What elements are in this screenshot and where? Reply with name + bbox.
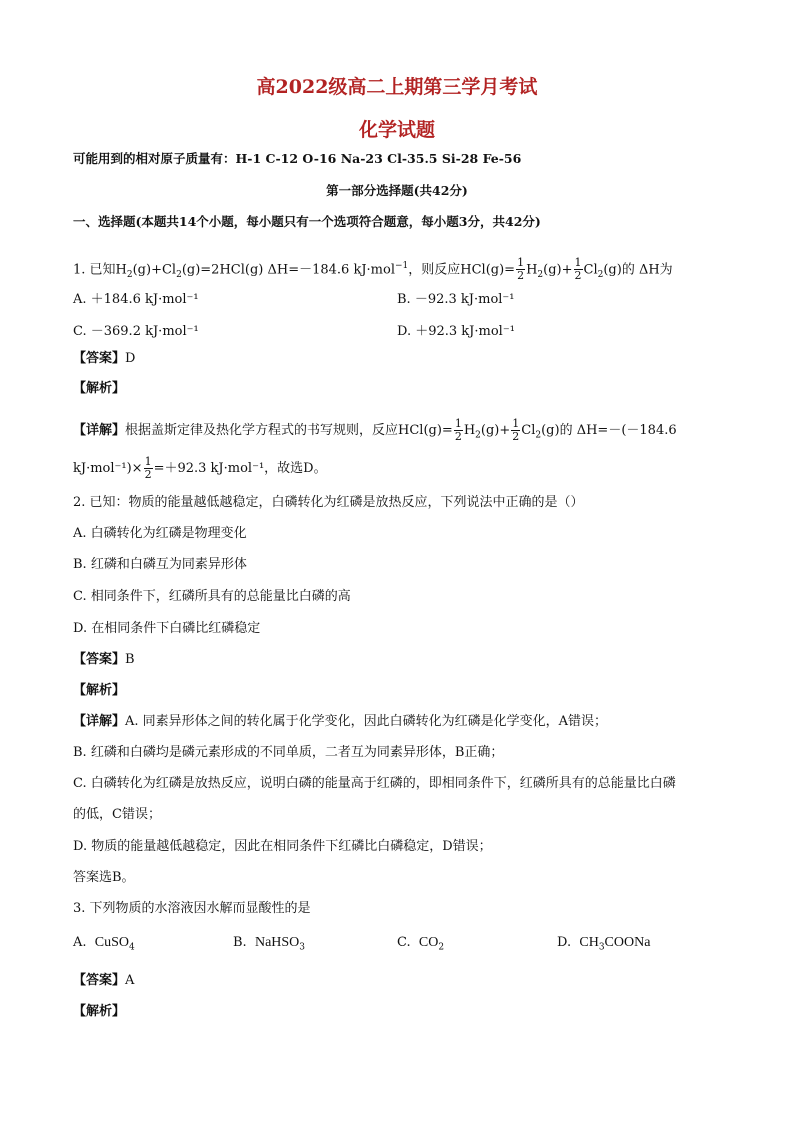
section-title: 一、选择题(本题共14个小题，每小题只有一个选项符合题意，每小题3分，共42分) bbox=[73, 214, 541, 229]
fraction-half: $\frac{1}{2}$ bbox=[454, 417, 462, 443]
exam-title: 高2022级高二上期第三学月考试 bbox=[256, 76, 538, 98]
q2-analysis-label: 【解析】 bbox=[73, 683, 126, 698]
q1-analysis-label: 【解析】 bbox=[73, 381, 126, 396]
q2-detail-line: D. 物质的能量越低越稳定，因此在相同条件下红磷比白磷稳定，D错误； bbox=[73, 839, 492, 854]
q1-detail-line-1: 【详解】根据盖斯定律及热化学方程式的书写规则，反应HCl(g)= $\frac{1}{2}$ $H_2(g)+$ $\frac{1}{2}$ $Cl_2(g)$的 ΔH=－(－184.6 bbox=[73, 417, 677, 443]
atomic-masses: 可能用到的相对原子质量有：H-1 C-12 O-16 Na-23 Cl-35.5 Si-28 Fe-56 bbox=[73, 151, 522, 166]
q3-analysis-label: 【解析】 bbox=[73, 1004, 126, 1019]
q2-stem: 2. 已知：物质的能量越低越稳定，白磷转化为红磷是放热反应，下列说法中正确的是（） bbox=[73, 495, 584, 510]
q3-option-a: A. CuSO$_4$ bbox=[73, 935, 135, 953]
q3-answer: 【答案】A bbox=[73, 973, 135, 988]
q3-stem: 3. 下列物质的水溶液因水解而显酸性的是 bbox=[73, 901, 311, 916]
fraction-half: $\frac{1}{2}$ bbox=[512, 417, 520, 443]
q1-option-d: D. ＋92.3 kJ·mol⁻¹ bbox=[397, 324, 515, 339]
q2-option-c: C. 相同条件下，红磷所具有的总能量比白磷的高 bbox=[73, 589, 351, 604]
q2-detail-line: C. 白磷转化为红磷是放热反应，说明白磷的能量高于红磷的，即相同条件下，红磷所具有的总能量比白磷 bbox=[73, 776, 676, 791]
q3-option-c: C. $CO_2$ bbox=[397, 935, 445, 953]
exam-subtitle: 化学试题 bbox=[358, 119, 435, 141]
fraction-half: $\frac{1}{2}$ bbox=[574, 256, 582, 283]
q2-answer: 【答案】B bbox=[73, 652, 135, 667]
q2-detail-line: B. 红磷和白磷均是磷元素形成的不同单质，二者互为同素异形体，B正确； bbox=[73, 745, 504, 760]
q2-conclusion: 答案选B。 bbox=[73, 870, 135, 885]
q2-option-a: A. 白磷转化为红磷是物理变化 bbox=[73, 526, 247, 541]
q1-option-a: A. ＋184.6 kJ·mol⁻¹ bbox=[73, 292, 199, 307]
q2-option-d: D. 在相同条件下白磷比红磷稳定 bbox=[73, 621, 261, 636]
q1-answer: 【答案】D bbox=[73, 351, 136, 366]
q1-option-c: C. －369.2 kJ·mol⁻¹ bbox=[73, 324, 199, 339]
q1-stem: 1. 已知$H_2(g)+Cl_2(g)=2HCl(g)$ ΔH=－184.6 kJ·mol$^{-1}$，则反应HCl(g)= $\frac{1}{2}$ $H_2(g)+$ $\frac{1}{2}$ $Cl_2(g)$的 ΔH为 bbox=[73, 256, 673, 283]
q1-detail-line-2: kJ·mol⁻¹)× $\frac{1}{2}$ =＋92.3 kJ·mol⁻¹，故选D。 bbox=[73, 455, 327, 481]
q2-detail-line: 【详解】A. 同素异形体之间的转化属于化学变化，因此白磷转化为红磷是化学变化，A错误； bbox=[73, 714, 608, 729]
q2-detail-line: 的低，C错误； bbox=[73, 807, 161, 822]
fraction-half: $\frac{1}{2}$ bbox=[517, 256, 525, 283]
q1-option-b: B. －92.3 kJ·mol⁻¹ bbox=[397, 292, 515, 307]
fraction-half: $\frac{1}{2}$ bbox=[144, 455, 152, 481]
q2-option-b: B. 红磷和白磷互为同素异形体 bbox=[73, 557, 247, 572]
q3-option-b: B. NaHSO$_3$ bbox=[233, 935, 306, 953]
part-title: 第一部分选择题(共42分) bbox=[326, 183, 468, 198]
q3-option-d: D. $CH_3COONa$ bbox=[557, 935, 651, 953]
